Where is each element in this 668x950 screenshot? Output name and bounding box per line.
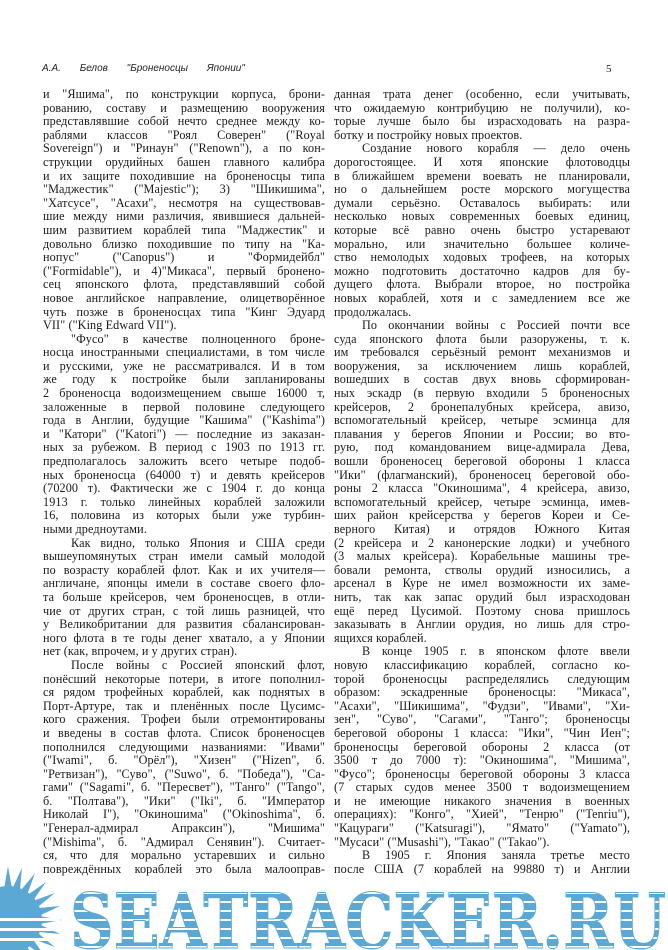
- text-line: та больше крейсеров, чем броненосцев, в отли-: [43, 589, 325, 604]
- sun-ray: [4, 866, 12, 888]
- text-line: и русскими, уже не рассматривался. И в том: [43, 358, 325, 373]
- text-line: В конце 1905 г. в японском флоте ввели: [362, 644, 630, 659]
- text-line: 3500 т до 7000 т): "Окиношима", "Мишима",: [334, 753, 630, 768]
- text-line: "Мусаси" ("Musashi"), "Такао" ("Takao").: [334, 834, 550, 849]
- text-line: 2 броненосца водоизмещением свыше 16000 т,: [43, 386, 325, 401]
- text-line: новых кораблей, хотя и с замедлением все же: [334, 290, 630, 305]
- text-line: ших район крейсерства у берегов Кореи и Се-: [334, 508, 630, 523]
- text-line: вспомогательный крейсер, четыре эсминца для: [334, 413, 630, 428]
- text-line: им требовался серьёзный ремонт механизмов и: [334, 345, 630, 360]
- text-line: плавания у берегов Японии и России; во вто-: [334, 426, 630, 441]
- text-line: "Фусо" в качестве полноценного броне-: [71, 331, 325, 346]
- text-line: ящихся кораблей.: [334, 630, 427, 645]
- text-line: морально, или значительно большее количе-: [334, 236, 630, 251]
- text-line: Создание нового корабля — дело очень: [362, 141, 630, 156]
- text-line: можно подготовить достаточно кадров для бу-: [334, 263, 630, 278]
- text-line: заложенные в первой половине следующего: [43, 399, 325, 414]
- text-line: ных броненосца (64000 т) и девять крейсеров: [43, 467, 325, 482]
- text-line: и "Яшима", по конструкции корпуса, брони-: [43, 88, 325, 101]
- text-line: броненосцы береговой обороны 2 класса (от: [334, 739, 630, 754]
- text-line: ство немолодых ходовых трофеев, на которых: [334, 250, 630, 265]
- text-line: и не имеющие никакого значения в военных: [334, 793, 630, 808]
- text-line: вышеупомянутых стран имели самый молодой: [43, 549, 325, 564]
- text-line: "Генерал-адмирал Апраксин"), "Мишима": [43, 821, 325, 836]
- text-line: чие от других стран, с той лишь разницей, что: [43, 603, 325, 618]
- text-line: роны 2 класса "Окиношима", 4 крейсера, авизо,: [334, 481, 630, 496]
- text-line: шим развитием кораблей типа "Маджестик" и: [43, 222, 325, 237]
- text-line: "Фусо"; броненосцы береговой обороны 3 класса: [334, 766, 630, 781]
- header-author-initials: А.А.: [42, 63, 61, 74]
- text-line: ся, что для морально устаревших и сильно: [43, 848, 325, 863]
- text-line: англичане, японцы имели в составе своего фло-: [43, 576, 325, 591]
- sun-ray: [34, 893, 55, 907]
- header-book-title: "Броненосцы: [126, 63, 189, 74]
- text-line: "Кацураги" ("Katsuragi"), "Ямато" ("Yamato"),: [334, 821, 630, 836]
- text-line: понёсший некоторые потери, в итоге пополнил-: [43, 671, 325, 686]
- text-line: ("Iwami", б. "Орёл"), "Хизен" ("Hizen", б.: [43, 753, 325, 768]
- text-line: вошли броненосец береговой обороны 1 класса: [334, 454, 630, 469]
- text-line: ("Mishima", б. "Адмирал Сенявин"). Считает-: [43, 834, 325, 849]
- text-line: арсенал в Куре не имел возможности их заме-: [334, 576, 630, 591]
- text-line: После войны с Россией японский флот,: [71, 657, 325, 672]
- text-line: рую, под командованием вице-адмирала Дева,: [334, 440, 630, 455]
- text-line: ещё перед Цусимой. Поэтому снова пришлось: [334, 603, 630, 618]
- page-number: 5: [606, 63, 612, 75]
- text-line: береговой обороны 1 класса: "Ики", "Чин Иен";: [334, 725, 630, 740]
- text-line: ботку и постройку новых проектов.: [334, 127, 523, 142]
- text-line: нет (как, впрочем, и у других стран).: [43, 644, 238, 659]
- text-line: 1913 г. только линейных кораблей заложили: [43, 494, 325, 509]
- text-line: повреждённых кораблей это была малооправ-: [43, 861, 325, 876]
- right-column: [334, 88, 630, 876]
- text-line: кого сражения. Трофеи были отремонтированы: [43, 712, 325, 727]
- text-line: ных эскадр (в первую входили 5 броненосных: [334, 386, 630, 401]
- sun-ray: [21, 873, 35, 894]
- text-line: Николай I"), "Окиношима" ("Okinoshima", б.: [43, 807, 325, 822]
- text-line: довольно близко походившие по типу на "Ка-: [43, 236, 325, 251]
- text-line: ного флота в те годы денег хватало, а у Японии: [43, 630, 325, 645]
- text-line: нить, так как запас орудий был израсходован: [334, 589, 630, 604]
- text-line: (2 крейсера и 2 канонерские лодки) и учебного: [334, 535, 630, 550]
- text-line: По окончании войны с Россией почти все: [362, 318, 630, 333]
- text-line: несколько новых современных боевых единиц,: [334, 209, 630, 224]
- text-line: носца иностранными специалистами, в том числе: [43, 345, 325, 360]
- text-line: "Хатсусе", "Асахи", несмотря на существовав-: [43, 195, 325, 210]
- text-line: "Ики" (флагманский), броненосец береговой обо-: [334, 467, 630, 482]
- text-line: же году к постройке были запланированы: [43, 372, 325, 387]
- text-line: В 1905 г. Япония заняла третье место: [362, 848, 630, 863]
- text-line: у Великобритании для развития сбалансирован-: [43, 617, 325, 632]
- text-line: крейсеров, 2 бронепалубных крейсера, авизо,: [334, 399, 630, 414]
- sun-logo-icon: [0, 866, 62, 950]
- text-line: пополнился следующими названиями: "Ивами": [43, 739, 325, 754]
- text-line: предполагалось заложить всего четыре подоб-: [43, 454, 325, 469]
- text-line: ными дредноутами.: [43, 522, 147, 536]
- text-line: после США (7 кораблей на 99880 т) и Англии: [334, 861, 630, 876]
- text-line: (3 малых крейсера). Корабельные машины тре-: [334, 549, 630, 564]
- text-line: операциях): "Конго", "Хией", "Тенрю" ("Tenriu"),: [334, 807, 630, 822]
- text-line: чуть позже в броненосцах типа "Кинг Эдуард: [43, 304, 325, 319]
- sun-ray: [13, 868, 22, 890]
- text-line: 16, половина из которых были уже турбин-: [43, 508, 325, 523]
- text-line: торой броненосцы распределялись следующим: [334, 671, 630, 686]
- text-line: сец японского флота, представлявший собой: [43, 277, 325, 292]
- text-line: VII" ("King Edward VII").: [43, 318, 177, 333]
- header-author-surname: Белов: [79, 63, 108, 74]
- running-header: [42, 63, 261, 74]
- text-line: рованию, составу и размещению вооружения: [43, 100, 325, 115]
- text-line: что ожидаемую контрибуцию не получили), ко-: [334, 100, 630, 115]
- text-line: Порт-Артуре, так и пленённых после Цусимс-: [43, 698, 325, 713]
- text-line: ных за рубежом. В период с 1903 по 1913 гг.: [43, 440, 325, 455]
- text-line: нопус" ("Canopus") и "Формидейбл": [43, 250, 325, 265]
- left-column: [43, 88, 325, 876]
- text-line: суда японского флота были разоружены, т. к.: [334, 331, 630, 346]
- text-line: думали серьёзно. Оставалось выбирать: или: [334, 195, 630, 210]
- sun-ray: [38, 906, 60, 915]
- text-line: и введены в состав флота. Список броненосцев: [43, 725, 325, 740]
- text-line: и их защите походившие на броненосцы типа: [43, 168, 325, 183]
- text-line: года в Англии, будущие "Кашима" ("Kashima"): [43, 413, 325, 428]
- header-book-title-2: Японии": [206, 63, 245, 74]
- text-line: "Асахи", "Шикишима", "Фудзи", "Ивами", "Хи-: [334, 698, 630, 713]
- text-line: вспомогательный крейсер, четыре эсминца, имев-: [334, 494, 630, 509]
- text-line: Sovereign") и "Ринаун" ("Renown"), а по кон-: [43, 141, 325, 156]
- text-line: верного Китая) и отрядов Южного Китая: [334, 522, 630, 536]
- text-line: бовали ремонта, стволы орудий износились, а: [334, 562, 630, 577]
- text-line: заказывать в Англии орудия, но лишь для стро-: [334, 617, 630, 632]
- text-line: которые всё равно очень быстро устаревают: [334, 222, 630, 237]
- text-line: новую классификацию кораблей, согласно ко-: [334, 657, 630, 672]
- text-line: гами" ("Sagami", б. "Пересвет"), "Танго" ("Tango",: [43, 780, 325, 795]
- text-line: в ближайшем времени воевать не планировали,: [334, 168, 630, 183]
- text-line: торые лучше было бы израсходовать на разра-: [334, 114, 630, 129]
- text-line: "Ретвизан"), "Суво", ("Suwo", б. "Победа"), "Са-: [43, 766, 325, 781]
- text-line: продолжалась.: [334, 304, 412, 319]
- watermark-text: SEATRACKER.RU: [70, 877, 666, 950]
- text-line: Как видно, только Япония и США среди: [71, 535, 325, 550]
- text-line: "Маджестик" ("Majestic"); 3) "Шикишима",: [43, 182, 325, 197]
- text-line: шие между ними различия, явившиеся дальней-: [43, 209, 325, 224]
- seatracker-watermark: [0, 850, 668, 950]
- text-line: и "Катори" ("Katori") — последние из заказан-: [43, 426, 325, 441]
- text-line: ("Formidable"), и 4)"Микаса", первый бронено-: [43, 263, 325, 278]
- text-line: данная трата денег (особенно, если учитывать,: [334, 88, 630, 101]
- text-line: раблями классов "Роял Соверен" ("Royal: [43, 127, 325, 142]
- text-line: зен", "Суво", "Сагами", "Танго"; броненосцы: [334, 712, 630, 727]
- text-line: (7 старых судов менее 3500 т водоизмещением: [334, 780, 630, 795]
- text-line: новое английское направление, олицетворённое: [43, 290, 325, 305]
- text-line: по возрасту кораблей флот. Как и их учителя—: [43, 562, 325, 577]
- text-line: представлявшие собой нечто среднее между ко-: [43, 114, 325, 129]
- text-line: дорогостоящее. И хотя японские флотоводцы: [334, 154, 630, 169]
- text-line: (70200 т). Фактически же с 1904 г. до конца: [43, 481, 325, 496]
- text-line: ся рядом трофейных кораблей, как поднятых в: [43, 685, 325, 700]
- text-line: образом: эскадренные броненосцы: "Микаса",: [334, 685, 630, 700]
- text-line: дущего флота. Выбрали второе, но постройка: [334, 277, 630, 292]
- text-line: вооружения, за исключением лишь кораблей,: [334, 358, 630, 373]
- text-line: но о дальнейшем росте морского могущества: [334, 182, 630, 197]
- text-line: б. "Полтава"), "Ики" ("Iki", б. "Император: [43, 793, 325, 808]
- text-line: струкции орудийных башен главного калибра: [43, 154, 325, 169]
- text-line: вошедших в состав двух вновь сформирован-: [334, 372, 630, 387]
